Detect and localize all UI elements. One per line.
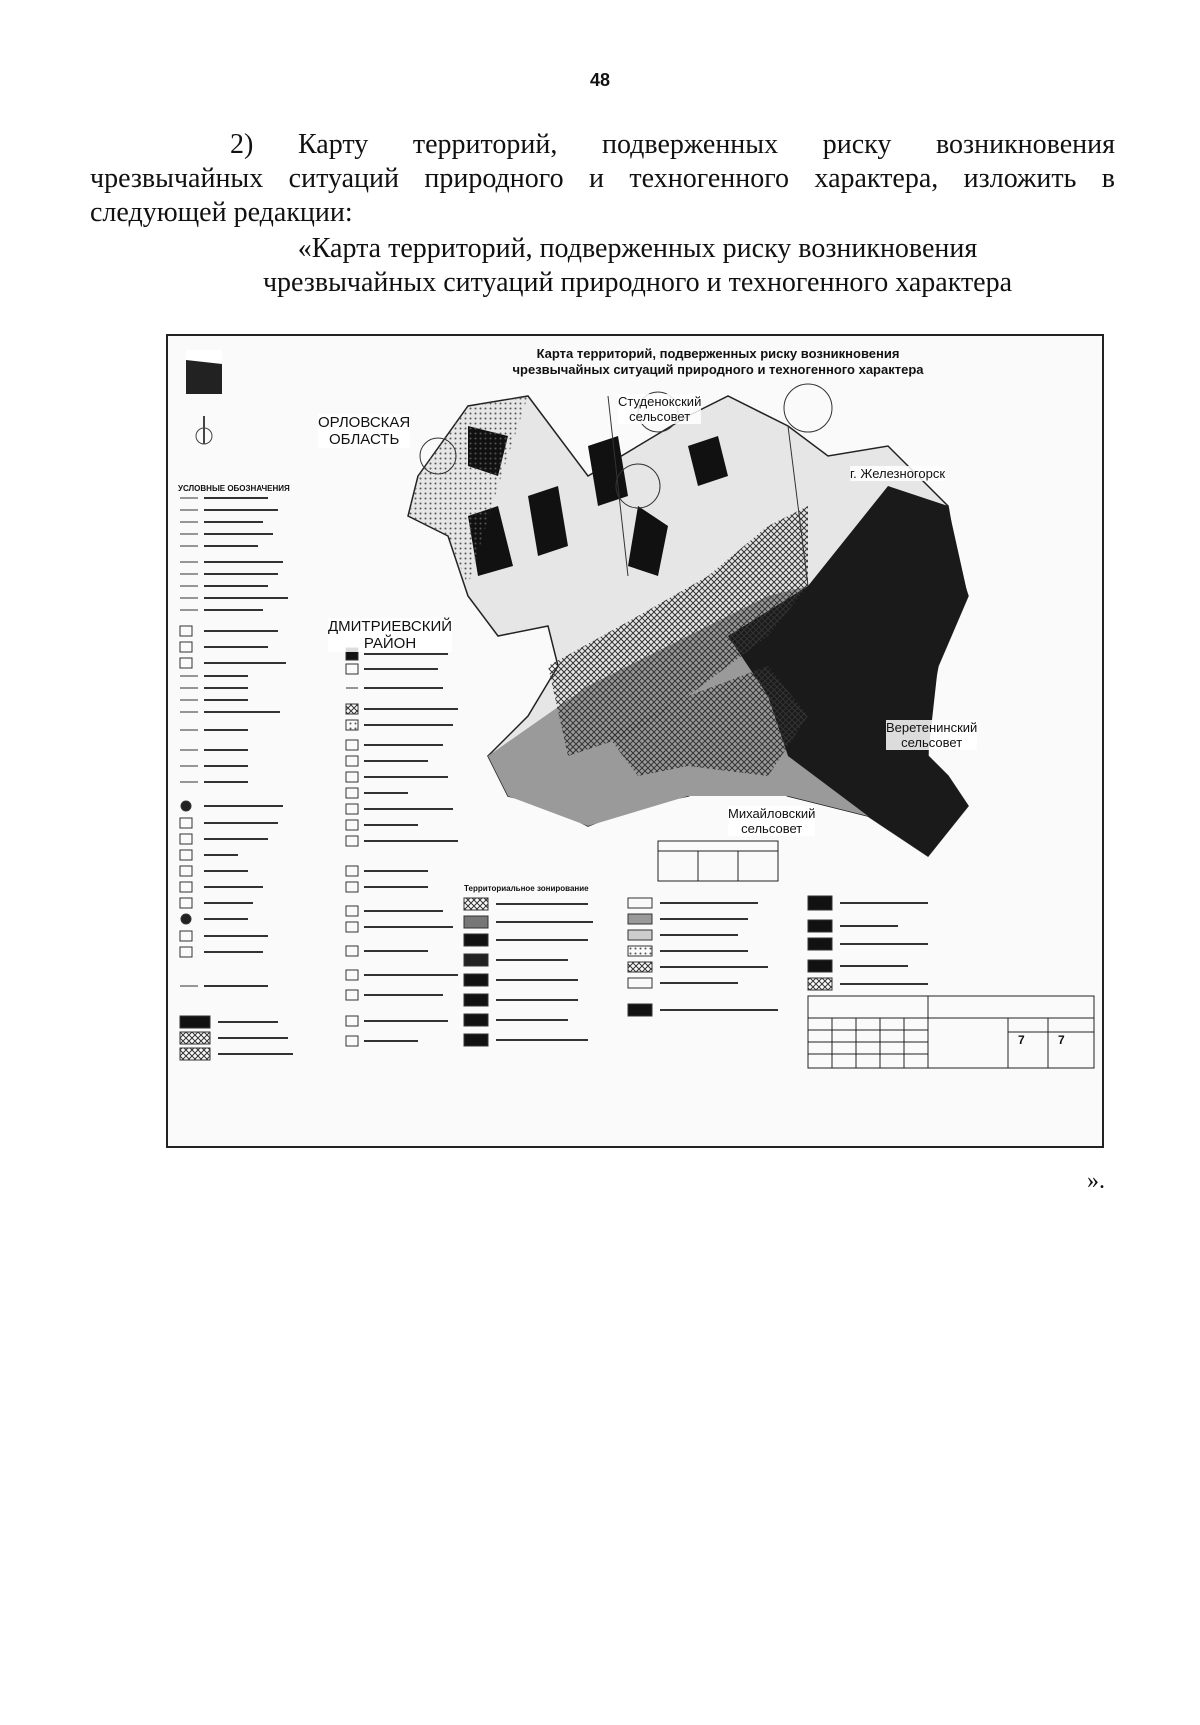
label-line: Студенокский <box>618 394 702 409</box>
label-line: РАЙОН <box>363 635 417 652</box>
district-territory <box>408 384 968 856</box>
legend-heading: УСЛОВНЫЕ ОБОЗНАЧЕНИЯ <box>178 484 290 493</box>
label-line: Михайловский <box>728 806 816 821</box>
map-title-line: чрезвычайных ситуаций природного и техногенного характера <box>512 362 924 377</box>
risk-map-frame <box>166 334 1104 1148</box>
paragraph-line: чрезвычайных ситуаций природного и техногенного характера, изложить в <box>90 163 1115 194</box>
zoning-heading: Территориальное зонирование <box>464 884 589 893</box>
amendment-paragraph <box>90 128 1115 230</box>
page-number: 48 <box>589 70 611 90</box>
coat-of-arms-icon <box>186 350 222 444</box>
sheet-total: 7 <box>1058 1033 1065 1047</box>
closing-quote: ». <box>1087 1168 1105 1194</box>
label-studenok <box>618 394 701 424</box>
map-title <box>398 346 1038 378</box>
label-line: ОБЛАСТЬ <box>328 431 400 448</box>
label-dmitrievsky <box>328 618 452 652</box>
label-veretenino <box>886 720 977 750</box>
legend-column <box>180 498 293 1060</box>
caption-line: чрезвычайных ситуаций природного и техногенного характера <box>262 267 1013 298</box>
label-line: ОРЛОВСКАЯ <box>318 414 411 431</box>
label-zheleznogorsk: г. Железногорск <box>850 466 946 481</box>
zoning-legend <box>464 896 928 1046</box>
label-orlovskaya <box>318 414 410 448</box>
caption-line: «Карта территорий, подверженных риску возникновения <box>297 233 978 264</box>
label-line: сельсовет <box>629 409 691 424</box>
legend-column-2 <box>346 648 458 1046</box>
label-line: сельсовет <box>901 735 963 750</box>
paragraph-line: следующей редакции: <box>90 197 353 228</box>
label-line: ДМИТРИЕВСКИЙ <box>328 618 453 635</box>
label-mikhailovsky <box>728 806 815 836</box>
paragraph-line: 2) Карту территорий, подверженных риску возникновения <box>230 129 1115 160</box>
sheet-number: 7 <box>1018 1033 1025 1047</box>
label-line: Веретенинский <box>886 720 978 735</box>
label-line: сельсовет <box>741 821 803 836</box>
inset-table <box>658 841 778 881</box>
title-block-stamp <box>808 996 1094 1068</box>
map-title-line: Карта территорий, подверженных риску возникновения <box>536 346 900 361</box>
map-caption <box>160 232 1115 300</box>
